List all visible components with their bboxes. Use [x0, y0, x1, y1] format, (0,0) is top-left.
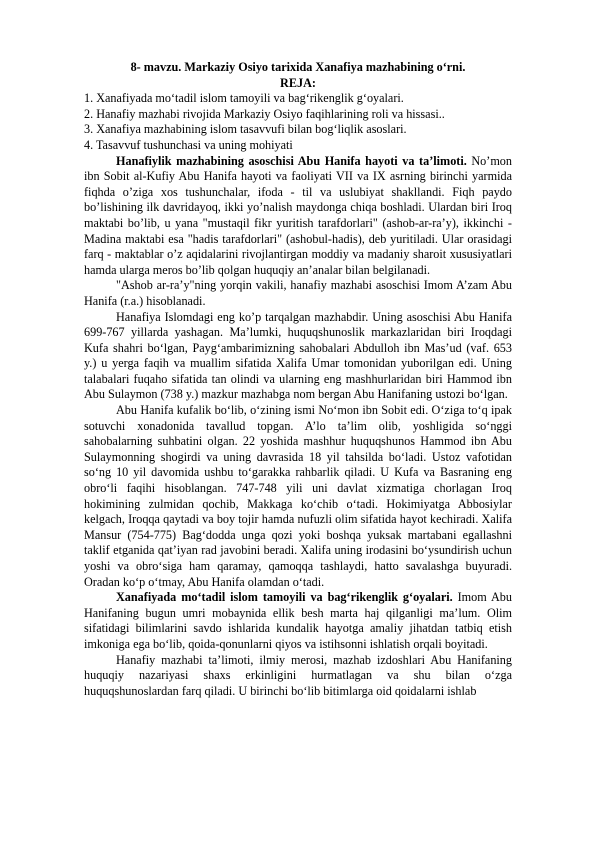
paragraph-6-text: Hanafiy mazhabi ta’limoti, ilmiy merosi, mazhab izdoshlari Abu Hanifaning huquqiy nazariyasi shaxs erkinligini hurmatlagan va shu bilan o‘zga huquqshunoslardan farq qiladi. U birinchi bo‘lib bitimlarga oid qoidalarni ishlab [84, 652, 512, 698]
paragraph-5 [84, 590, 512, 652]
section-heading-1: Hanafiylik mazhabining asoschisi Abu Hanifa hayoti va ta’limoti. [116, 153, 467, 168]
plan-item-4: 4. Tasavvuf tushunchasi va uning mohiyati [84, 137, 293, 152]
paragraph-3-text: Hanafiya Islomdagi eng ko’p tarqalgan mazhabdir. Uning asoschisi Abu Hanifa 699-767 yillarda yashagan. Ma’lumki, huquqshunoslik markazlaridan biri Iroqdagi Kufa shahri bo‘lgan, Payg‘ambarimizning sahobalari Abdulloh ibn Mas’ud (vaf. 653 y.) u yerga faqih va muallim sifatida Xalifa Umar tomonidan yuborilgan edi. Uning talabalari fuqaho sifatida tan olindi va ularning eng mashhurlaridan biri Hammod ibn Abu Sulaymon (738 y.) mazkur mazhabga nom bergan Abu Hanifaning ustozi bo‘lgan. [84, 309, 512, 402]
paragraph-6 [84, 653, 512, 700]
paragraph-1 [84, 154, 512, 279]
paragraph-2 [84, 278, 512, 309]
paragraph-1-text: No’mon ibn Sobit al-Kufiy Abu Hanifa hayoti va faoliyati VII va IX asrning birinchi yarmida fiqhda o’ziga xos tushunchalar, ifoda - til va uslubiyat shakllandi. Fiqh paydo bo’lishining ilk davridayoq, ikki yo’nalish maydonga chiqa boshladi. Ulardan biri Iroq maktabi bo’lib, u yana "mustaqil fikr yuritish tarafdorlari" (ashob-ar-ra’y), ikkinchi - Madina maktabi esa "hadis tarafdorlari" (ashobul-hadis), deb yuritiladi. Ular orasidagi farq - maktablar o’z aqidalarini rivojlantirgan moddiy va madaniy sharoit xususiyatlari hamda ularga meros bo’lib qolgan huquqiy an’analar bilan belgilanadi. [84, 153, 512, 277]
plan-heading: REJA: [280, 75, 316, 90]
plan-list [84, 91, 512, 153]
plan-item-1: 1. Xanafiyada mo‘tadil islom tamoyili va bag‘rikenglik g‘oyalari. [84, 91, 404, 106]
plan-item-2: 2. Hanafiy mazhabi rivojida Markaziy Osiyo faqihlarining roli va hissasi.. [84, 106, 445, 121]
section-heading-2: Xanafiyada mo‘tadil islom tamoyili va bag‘rikenglik g‘oyalari. [116, 590, 453, 605]
paragraph-5-text: Imom Abu Hanifaning bugun umri mobaynida ellik besh marta haj qilganligi ma’lum. Olim sifatidagi bilimlarini savdo ishlarida kundalik hayotga amaliy jihatdan tatbiq etish imkoniga ega bo‘lib, qoida-qonunlarni qiyos va istihsonni ishlatish orqali boyitadi. [84, 590, 512, 651]
paragraph-4 [84, 403, 512, 590]
plan-item-3: 3. Xanafiya mazhabining islom tasavvufi bilan bog‘liqlik asoslari. [84, 122, 407, 137]
page-title: 8- mavzu. Markaziy Osiyo tarixida Xanafiya mazhabining o‘rni. [130, 60, 466, 74]
paragraph-3 [84, 310, 512, 404]
paragraph-4-text: Abu Hanifa kufalik bo‘lib, o‘zining ismi No‘mon ibn Sobit edi. O‘ziga to‘q ipak sotuvchi xonadonida tavallud topgan. A’lo ta’lim olib, yoshligida so‘nggi sahobalarning suhbatini olgan. 22 yoshida mashhur huquqshunos Hammod ibn Abu Sulaymonning shogirdi va uning davrasida 18 yil tahsilda bo‘ladi. Ustoz vafotidan so‘ng 10 yil davomida ushbu to‘garakka rahbarlik qiladi. U Kufa va Basraning eng obro‘li faqihi hisoblangan. 747-748 yili uni davlat xizmatiga chorlagan Iroq hokimining zulmidan qochib, Makkaga ko‘chib o‘tadi. Hokimiyatga Abbosiylar kelgach, Iroqqa qaytadi va boy tojir hamda nufuzli olim sifatida hayot kechiradi. Xalifa Mansur (754-775) Bag‘dodda unga qozi yoki boshqa yuksak martabani egallashni taklif etganida qat’iyan rad javobini beradi. Xalifa uning irodasini bo‘ysundirish uchun yoshi va obro‘siga ham qaramay, qamoqqa tashlaydi, hatto savalashga buyuradi. Oradan ko‘p o‘tmay, Abu Hanifa olamdan o‘tadi. [84, 403, 512, 589]
paragraph-2-text: "Ashob ar-ra’y"ning yorqin vakili, hanafiy mazhabi asoschisi Imom A’zam Abu Hanifa (r.a.) hisoblanadi. [84, 278, 512, 308]
